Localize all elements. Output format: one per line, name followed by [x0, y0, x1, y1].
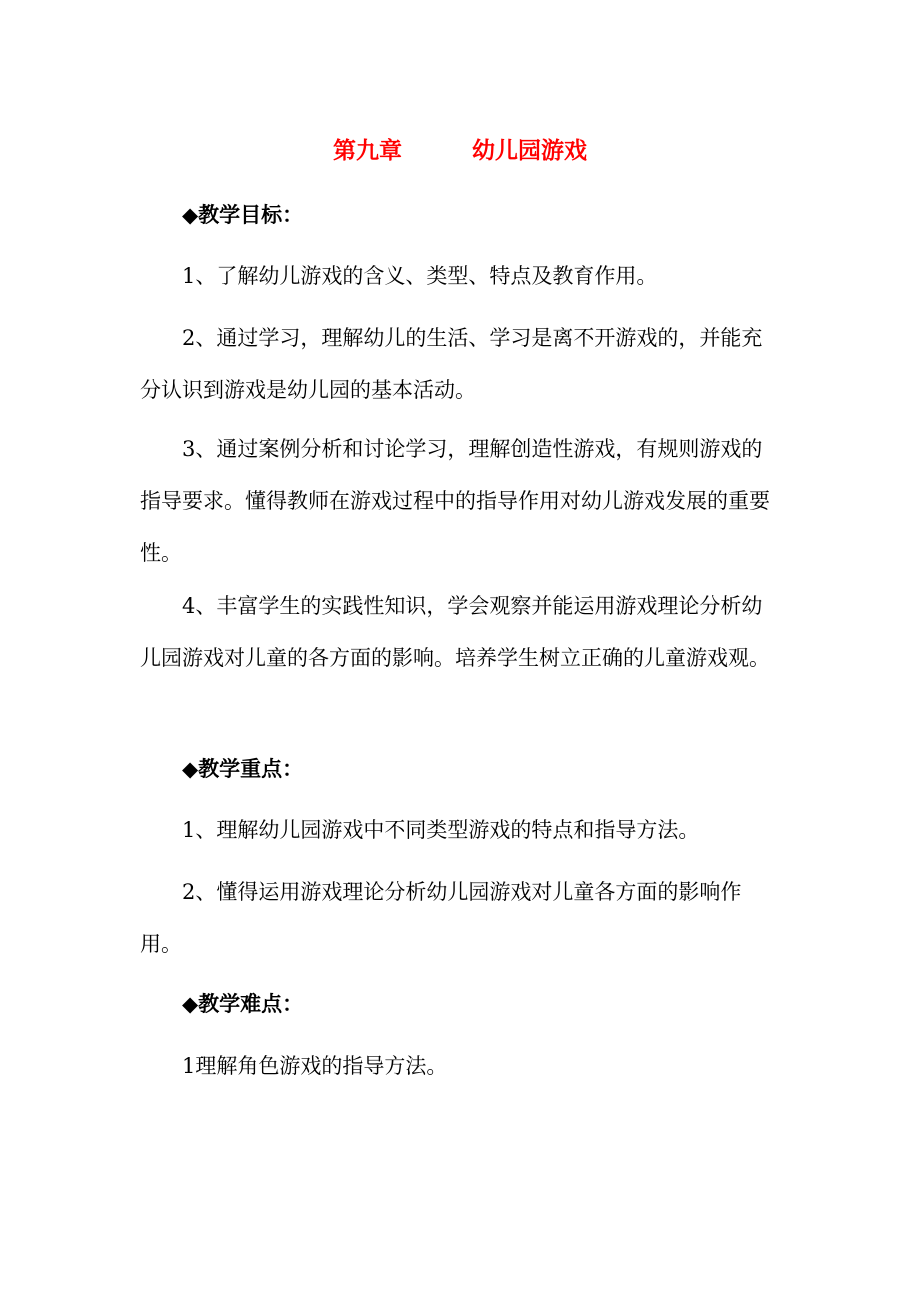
difficulty-item-1: 1理解角色游戏的指导方法。: [182, 1054, 448, 1078]
objective-item-3: 3、通过案例分析和讨论学习，理解创造性游戏，有规则游戏的指导要求。懂得教师在游戏过程中的指导作用对幼儿游戏发展的重要性。: [140, 437, 770, 565]
key-point-item-1: 1、理解幼儿园游戏中不同类型游戏的特点和指导方法。: [182, 818, 700, 842]
objective-item-4: 4、丰富学生的实践性知识，学会观察并能运用游戏理论分析幼儿园游戏对儿童的各方面的影响。培养学生树立正确的儿童游戏观。: [140, 594, 770, 670]
objectives-heading: ◆教学目标：: [182, 202, 304, 227]
chapter-name: 幼儿园游戏: [472, 137, 587, 164]
objective-item-2: 2、通过学习，理解幼儿的生活、学习是离不开游戏的，并能充分认识到游戏是幼儿园的基本活动。: [140, 326, 763, 402]
difficulties-heading: ◆教学难点：: [182, 991, 304, 1016]
key-points-heading: ◆教学重点：: [182, 756, 304, 781]
key-point-item-2: 2、懂得运用游戏理论分析幼儿园游戏对儿童各方面的影响作用。: [140, 880, 742, 956]
chapter-number: 第九章: [333, 137, 402, 164]
chapter-title: [0, 132, 920, 170]
objective-item-1: 1、了解幼儿游戏的含义、类型、特点及教育作用。: [182, 264, 658, 288]
